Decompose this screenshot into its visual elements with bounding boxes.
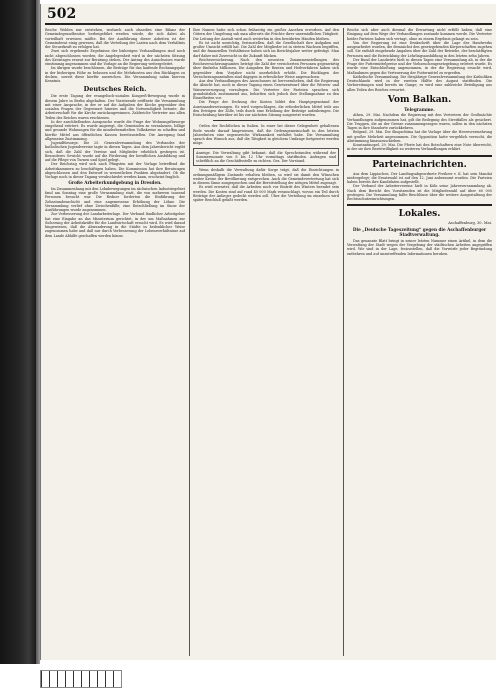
paragraph: Reiche sich aber auch diesmal die Erwartung nicht erfüllt haben, daß eine Einigung auf dem Wege der Verhandlungen zustande kommen werde. Die Vertreter beider Parteien haben sich vertagt, ohne zu einem Ergebnis gelangt zu sein.	[347, 28, 492, 41]
paragraph: Athen, 29. Mai. Nachdem die Regierung mit den Vertretern der Großmächte Verhandlungen aufgenommen hat, gilt die Beilegung des Streitfalles als gesichert. Die Truppen, die an der Grenze zusammengezogen waren, sollen in den nächsten Tagen in ihre Standorte zurückkehren.	[347, 113, 492, 130]
paragraph: Jugendfürsorge. Die 25. Generalversammlung des Verbandes der katholischen Jugendvereine tagte in diesen Tagen. Aus dem Jahresbericht ergibt sich, daß die Zahl der Vereine und Mitglieder erheblich gestiegen ist. Besonderes Gewicht wurde auf die Förderung der beruflichen Ausbildung und auf die Pflege von Turnen und Spiel gelegt.	[45, 141, 185, 162]
paragraph: Aus den Verhandlungen des Ausschusses ist hervorzuheben, daß die Regierung die Absicht hat, noch in dieser Tagung einen Gesetzentwurf über die Witwen- und Waisenversorgung vorzulegen. Die Vertreter der Parteien sprachen sich grundsätzlich zustimmend aus, behielten sich jedoch ihre Stellungnahme zu den Einzelheiten vor.	[193, 79, 339, 100]
notice-box	[193, 148, 339, 167]
paragraph: Reichsversicherung. Nach den neuesten Zusammenstellungen des Reichsversicherungsamtes beträgt die Zahl der versicherten Personen gegenwärtig über fünfzehn Millionen. Die Ausgaben für Renten und Heilverfahren haben sich gegenüber dem Vorjahre nicht unerheblich erhöht. Die Rücklagen der Versicherungsanstalten sind dagegen in erfreulicher Weise angewachsen.	[193, 57, 339, 79]
section-heading-vom-balkan: Vom Balkan.	[387, 94, 452, 105]
newspaper-page	[40, 4, 496, 660]
book-binding	[0, 0, 36, 700]
paragraph: Der Reichstag wird sich nach Pfingsten mit der Vorlage betreffend die Arbeitskammern zu beschäftigen haben. Die Kommission hat ihre Beratungen abgeschlossen und den Entwurf in wesentlichen Punkten abgeändert. Ob die Vorlage noch in dieser Tagung verabschiedet werden kann, erscheint fraglich.	[45, 162, 185, 179]
dateline: Aschaffenburg, 30. Mai.	[448, 221, 492, 226]
column-2	[193, 28, 339, 656]
paragraph: Konstantinopel, 29. Mai. Die Pforte hat den Botschaftern eine Note überreicht, in der sie ihre Bereitwilligkeit zu weiteren Verhandlungen erklärt.	[347, 143, 492, 152]
column-separator	[189, 28, 190, 656]
paragraph: Zur Verbesserung der Landarbeiterlage. Der Verband ländlicher Arbeitgeber hat eine Eingabe an das Ministerium gerichtet, in der um Maßnahmen zur Sicherung der Arbeitskräfte für die Landwirtschaft ersucht wird. Es wird darauf hingewiesen, daß die Abwanderung in die Städte in bedenklicher Weise zugenommen habe und daß nur durch Verbesserung der Lebensverhältnisse auf dem Lande Abhilfe geschaffen werden könne.	[45, 212, 185, 238]
paragraph: Im übrigen wurde beschlossen, die Beiträge für das laufende Rechnungsjahr in der bisherigen Höhe zu belassen und die Mehrkosten aus den Rücklagen zu decken, soweit diese hierfür ausreichen. Die Versammlung nahm hiervon Kenntnis.	[45, 66, 185, 83]
paragraph: Der Bund der Landwirte hielt in diesen Tagen eine Versammlung ab, in der die Frage der Futtermittelpreise und der Viehseuchengesetzgebung erörtert wurde. Es wurde eine Entschließung angenommen, in der die Regierung ersucht wird, Maßnahmen gegen die Verteuerung der Futtermittel zu ergreifen.	[347, 57, 492, 75]
paragraph: Das genannte Blatt bringt in seiner letzten Nummer einen Artikel, in dem die Verwaltung der Stadt wegen der Vergebung der städtischen Arbeiten angegriffen wird. Wir sind in der Lage, festzustellen, daß die Vorwürfe jeder Begründung entbehren und auf unzutreffenden Informationen beruhen.	[347, 238, 492, 256]
paragraph: Von der Regierung ist eine Denkschrift über die Lage des Handwerks ausgearbeitet worden, die demnächst den gesetzgebenden Körperschaften zugehen soll. Sie enthält eingehende Angaben über die Zahl der Betriebe, der beschäftigten Personen und die Entwicklung der Lehrlingsausbildung in den letzten zehn Jahren.	[347, 40, 492, 58]
paragraph: Katholische Versammlung. Die diesjährige Generalversammlung der Katholiken Deutschlands wird in der zweiten Hälfte des August stattfinden. Die Vorbereitungen sind bereits im Gange; es wird eine zahlreiche Beteiligung aus allen Teilen des Reiches erwartet.	[347, 74, 492, 92]
article-heading: Große Arbeiterkundgebung in Dresden.	[68, 180, 162, 186]
article-heading: Die „Deutsche Tageszeitung“ gegen die Aschaffenburger Stadtverwaltung.	[352, 226, 487, 238]
section-heading-lokales: Lokales.	[398, 209, 441, 220]
paragraph: In der anschließenden Aussprache wurde die Frage der Wohnungsfürsorge eingehend erörtert. Es wurde angeregt, die Gemeinden zu veranlassen, billige und gesunde Wohnungen für die minderbemittelten Volkskreise zu schaffen und hierfür Mittel aus öffentlichen Kassen bereitzustellen. Die Anregung fand allgemeine Zustimmung.	[45, 119, 185, 141]
paragraph: Ihre Namen hatte sich schon frühzeitig ein großes Ansehen erworben. Auf den Gütern der Umgebung sah man allerorts die Früchte ihrer unermüdlichen Tätigkeit. Die Leitung der Anstalt wird auch weiterhin in den bewährten Händen bleiben.	[193, 28, 339, 41]
paragraph: Reiche Wohlen nur entstehen, wodurch auch ohnedies eine Bilanz der Gemeindegrundbesitze herbeigeführt werden würde, die sich dabei als vorteilhaft erweisen müßte. Bei der Ausführung dieser Arbeiten ist der Gemeinderat einig gewesen, daß die Verteilung der Lasten nach dem Verhältnis der Steuerkraft zu erfolgen hat.	[45, 28, 185, 49]
section-heading-parteinachrichten: Parteinachrichten.	[372, 159, 467, 170]
page-number: 502	[47, 6, 77, 22]
paragraph: Die erste Tagung der evangelisch-sozialen Kongreß-Bewegung wurde in diesem Jahre in Berlin abgehalten. Der Vorsitzende eröffnete die Versammlung mit einer Ansprache, in der er auf die Aufgaben der Kirche gegenüber den sozialen Fragen der Gegenwart hinwies und die Notwendigkeit betonte, die Arbeiterschaft für die Kirche zurückzugewinnen. Zahlreiche Vertreter aus allen Teilen des Reiches waren erschienen.	[45, 94, 185, 120]
section-heading-deutsches-reich: Deutsches Reich.	[83, 85, 147, 94]
paragraph: Die Frage der Deckung der Kosten bildet den Hauptgegenstand der Auseinandersetzungen. Es wird vorgeschlagen, die erforderlichen Mittel teils aus den Erträgen der Zölle, teils durch eine Erhöhung der Beiträge aufzubringen. Die Entscheidung hierüber ist bis zur nächsten Sitzung ausgesetzt worden.	[193, 100, 339, 117]
paragraph: Aus dem Lippischen. Der Landtagsabgeordnete Freiherr v. K. hat sein Mandat niedergelegt; die Ersatzwahl ist auf den 12. Juni anberaumt worden. Die Parteien haben bereits ihre Kandidaten aufgestellt.	[347, 171, 492, 184]
column-1	[45, 28, 185, 656]
paragraph: Wenn deshalb die Verwaltung dafür Sorge trägt, daß die Einrichtungen in ordnungsmäßigem Zustande erhalten bleiben, so wird sie damit den Wünschen weiter Kreise der Bevölkerung entsprechen. Auch die Gemeindevertretung hat sich in diesem Sinne ausgesprochen und die Bereitstellung der nötigen Mittel zugesagt.	[193, 168, 339, 185]
section-subheading: Telegramme.	[404, 106, 435, 112]
paragraph: Belgrad, 29. Mai. Die Skupschtina hat die Vorlage über die Heeresvermehrung mit großer Mehrheit angenommen. Die Opposition hatte vergeblich versucht, die Abstimmung hinauszuschieben.	[347, 130, 492, 143]
paragraph: Im Zusammenhang mit den Lohnbewegungen im sächsischen Industriegebiet fand am Sonntag eine große Versammlung statt, die von mehreren tausend Personen besucht war. Die Redner forderten die Einführung der Zehnstundenschicht und eine angemessene Erhöhung der Löhne. Die Versammlung verlief ohne Zwischenfälle; eine Entschließung im Sinne der Ausführungen wurde angenommen.	[45, 186, 185, 212]
header-rule	[45, 23, 492, 25]
column-separator	[343, 28, 344, 656]
paragraph: Der Verband der Arbeitervereine hielt in Köln seine Jahresversammlung ab. Nach dem Bericht des Vorsitzenden ist die Mitgliederzahl auf über 60 000 gestiegen. Die Versammlung faßte Beschlüsse über die weitere Ausgestaltung der Rechtsschutzeinrichtungen.	[347, 184, 492, 201]
scale-ruler	[40, 670, 122, 688]
paragraph: Zwei sich ergebende Ergebnisse der bisherigen Verhandlungen sind noch nicht abgeschlossen worden; die Angelegenheit wird in der nächsten Sitzung des Kreistages erneut zur Beratung stehen. Der Antrag des Ausschusses wurde einstimmig angenommen und die Vorlage an die Regierung weitergeleitet.	[45, 49, 185, 66]
divider	[347, 155, 492, 157]
paragraph: Es ist nicht unwichtig, festzustellen, daß die Gesellschaft ihre Aufgaben mit großer Umsicht erfüllt hat. Die Zahl der Mitglieder ist in stetem Wachsen begriffen, und die finanziellen Verhältnisse haben sich im Berichtsjahre weiter gefestigt. Man darf daher mit Zuversicht in die Zukunft blicken.	[193, 40, 339, 58]
column-3	[347, 28, 492, 656]
paragraph: Orden der Rechtlichen in Italien. In einer bei dieser Gelegenheit gehaltenen Rede wurde darauf hingewiesen, daß die Ordensgemeinschaft in den letzten Jahrzehnten eine segensreiche Wirksamkeit entfaltet habe. Die Versammlung sprach den Wunsch aus, daß die Tätigkeit in gleichem Umfange fortgesetzt werden möge.	[193, 124, 339, 146]
notice-text: Anzeige. Die Verwaltung gibt bekannt, daß die Sprechstunden während der Sommermonate von 8 bis 12 Uhr vormittags stattfinden. Anfragen sind schriftlich an die Geschäftsstelle zu richten. Gez. Der Vorstand.	[196, 150, 336, 163]
divider	[213, 120, 319, 121]
divider	[347, 204, 492, 206]
paragraph: Es wird erwartet, daß die Arbeiten noch vor Eintritt des Winters beendet sein werden. Die Kosten sind auf rund 40 000 Mark veranschlagt, wovon ein Teil durch Beiträge der Anlieger gedeckt werden soll. Über die Verteilung im einzelnen wird später Beschluß gefaßt werden.	[193, 185, 339, 202]
